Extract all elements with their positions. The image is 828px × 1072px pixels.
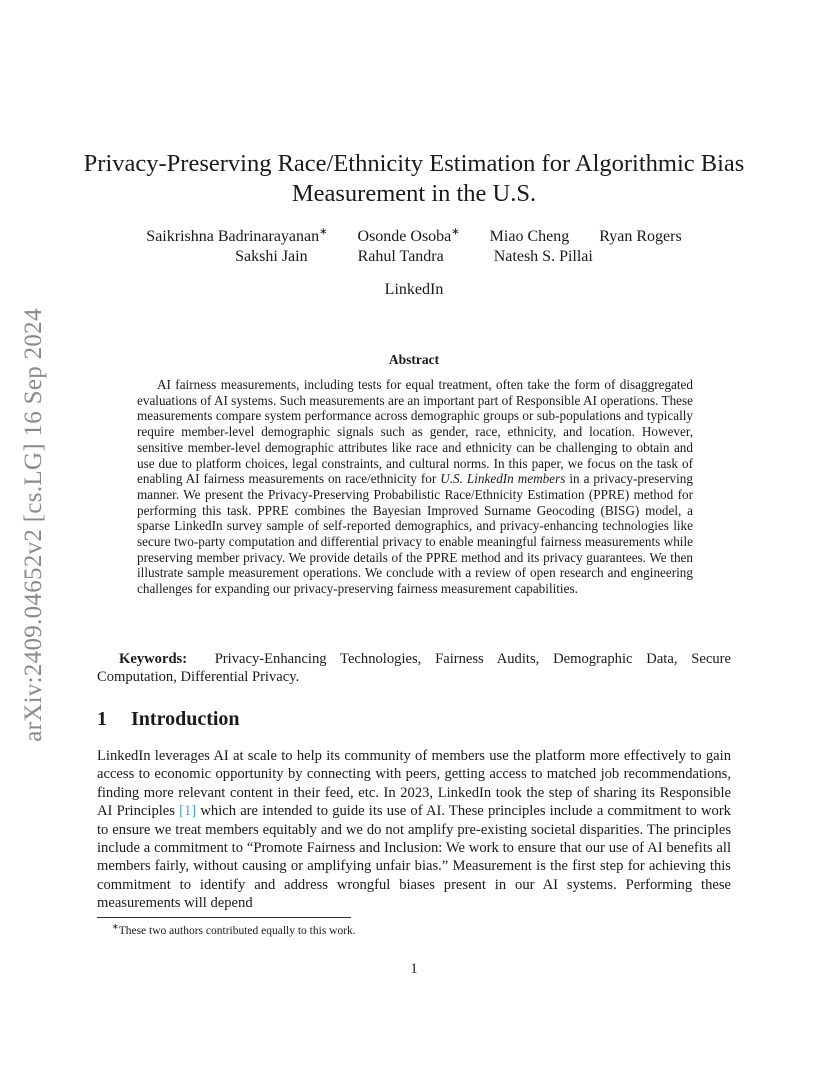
footnote-divider bbox=[97, 917, 351, 918]
footnote-text: These two authors contributed equally to this work. bbox=[118, 924, 356, 937]
keywords-text: Privacy-Enhancing Technologies, Fairness Audits, Demographic Data, Secure Computation, Differential Privacy. bbox=[97, 651, 731, 685]
affiliation: LinkedIn bbox=[384, 281, 444, 298]
author: Miao Cheng bbox=[489, 228, 570, 245]
author: Sakshi Jain bbox=[235, 248, 308, 265]
footnote-mark: ∗ bbox=[112, 922, 119, 931]
paper-title: Privacy-Preserving Race/Ethnicity Estimation for Algorithmic Bias Measurement in the U.S. bbox=[83, 150, 745, 207]
author: Saikrishna Badrinarayanan∗ bbox=[146, 226, 328, 245]
abstract-body: AI fairness measurements, including tests for equal treatment, often take the form of disaggregated evaluations of AI systems. Such measurements are an important part of Responsible AI operations. These measurements compare system performance across demographic groups or sub-populations and typically require member-level demographic signals such as gender, race, ethnicity, and location. However, sensitive member-level demographic attributes like race and ethnicity can be challenging to obtain and use due to platform choices, legal constraints, and cultural norms. In this paper, we focus on the task of enabling AI fairness measurements on race/ethnicity for U.S. LinkedIn members in a privacy-preserving manner. We present the Privacy-Preserving Probabilistic Race/Ethnicity Estimation (PPRE) method for performing this task. PPRE combines the Bayesian Improved Surname Geocoding (BISG) model, a sparse LinkedIn survey sample of self-reported demographics, and privacy-enhancing technologies like secure two-party computation and differential privacy to enable meaningful fairness measurements while preserving member privacy. We provide details of the PPRE method and its privacy guarantees. We then illustrate sample measurement operations. We conclude with a review of open research and engineering challenges for expanding our privacy-preserving fairness measurement capabilities. bbox=[137, 377, 693, 597]
author-row-1 bbox=[110, 227, 718, 247]
citation-link[interactable]: [1] bbox=[179, 803, 197, 820]
keywords bbox=[97, 650, 731, 686]
section-heading bbox=[97, 708, 240, 731]
author: Ryan Rogers bbox=[599, 228, 682, 245]
section-title: Introduction bbox=[131, 708, 240, 730]
abstract-emphasis: U.S. LinkedIn members bbox=[440, 471, 566, 487]
author-row-2 bbox=[110, 247, 718, 267]
introduction-paragraph: LinkedIn leverages AI at scale to help its community of members use the platform more effectively to gain access to economic opportunity by connecting with peers, getting access to matched job recommendations, finding more relevant content in their feed, etc. In 2023, LinkedIn took the step of sharing its Responsible AI Principles [1] which are intended to guide its use of AI. These principles include a commitment to work to ensure we treat members equitably and we do not amplify pre-existing societal disparities. The principles include a commitment to “Promote Fairness and Inclusion: We work to ensure that our use of AI benefits all members fairly, without causing or amplifying unfair bias.” Measurement is the first step for achieving this commitment to identify and address wrongful biases present in our AI systems. Performing these measurements will depend bbox=[97, 748, 731, 912]
author: Rahul Tandra bbox=[357, 248, 444, 265]
keywords-label: Keywords: bbox=[119, 651, 188, 667]
author: Natesh S. Pillai bbox=[493, 248, 593, 265]
abstract-heading: Abstract bbox=[388, 352, 440, 367]
author: Osonde Osoba∗ bbox=[357, 226, 460, 245]
footnote bbox=[112, 922, 356, 937]
arxiv-identifier-text: arXiv:2409.04652v2 [cs.LG] 16 Sep 2024 bbox=[20, 308, 48, 742]
section-number: 1 bbox=[97, 708, 107, 730]
page-number: 1 bbox=[410, 961, 418, 977]
author-list bbox=[110, 227, 718, 267]
